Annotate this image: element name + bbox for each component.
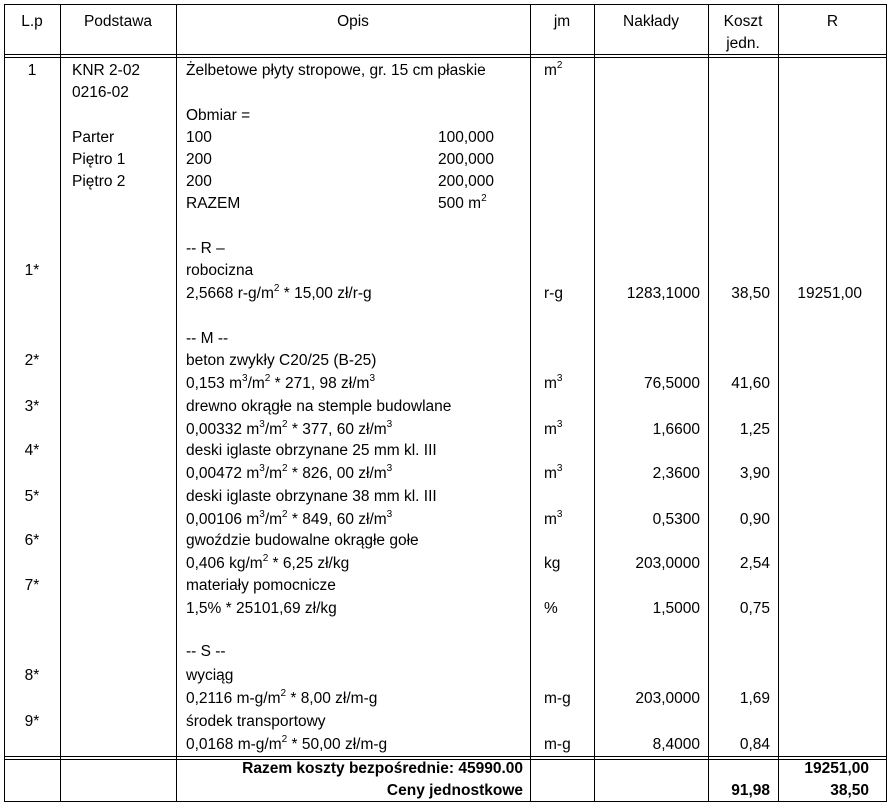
obmiar-value: 200,000 [438, 173, 495, 190]
column-divider [176, 4, 177, 802]
obmiar-level: Piętro 1 [72, 151, 126, 168]
main-lp: 1 [27, 62, 37, 79]
item-jm: kg [544, 555, 561, 572]
item-jm: m-g [544, 736, 571, 753]
item-name: deski iglaste obrzynane 38 mm kl. III [186, 488, 437, 505]
item-lp: 6* [24, 532, 40, 549]
item-jm: $m^3$ [544, 418, 563, 438]
item-jm: m-g [544, 690, 571, 707]
item-name: beton zwykły C20/25 (B-25) [186, 352, 377, 369]
item-lp: 5* [24, 488, 40, 505]
obmiar-value: 200,000 [438, 151, 495, 168]
item-naklady: 76,5000 [643, 375, 700, 392]
column-divider [708, 4, 709, 802]
obmiar-level: Parter [72, 129, 115, 146]
item-naklady: 1,5000 [652, 600, 700, 617]
item-calc: 0,2116 $m-g/m^2 * 8,00$ zł/m-g [186, 687, 378, 707]
item-naklady: 1283,1000 [626, 285, 700, 302]
header-opis: Opis [337, 13, 369, 30]
item-calc: 0,00332 $m^3/m^2 * 377$, 60 $zł/m^3$ [186, 418, 393, 438]
column-divider [530, 4, 531, 802]
header-podstawa: Podstawa [83, 13, 153, 30]
column-divider [60, 4, 61, 802]
item-lp: 3* [24, 398, 40, 415]
main-jm: $m^2$ [544, 59, 563, 79]
item-naklady: 8,4000 [652, 736, 700, 753]
item-lp: 8* [24, 667, 40, 684]
item-name: środek transportowy [186, 713, 326, 730]
obmiar-total-label: RAZEM [186, 195, 241, 212]
razem-r: 19251,00 [804, 760, 869, 777]
item-name: materiały pomocnicze [186, 577, 336, 594]
section-s: -- S -- [186, 643, 226, 660]
item-naklady: 203,0000 [635, 555, 700, 572]
header-koszt: Koszt [723, 13, 763, 30]
ceny-r: 38,50 [830, 782, 869, 799]
item-naklady: 203,0000 [635, 690, 700, 707]
item-naklady: 2,3600 [652, 465, 700, 482]
item-name: wyciąg [186, 667, 234, 684]
item-koszt: 1,25 [739, 421, 770, 438]
column-divider [594, 4, 595, 802]
header-koszt-line2: jedn. [726, 35, 760, 52]
item-jm: $m^3$ [544, 508, 563, 528]
item-calc: 0,0168 $m-g/m^2 * 50,00$ zł/m-g [186, 733, 388, 753]
main-podstawa: KNR 2-02 [72, 62, 141, 79]
item-koszt: 0,90 [739, 511, 770, 528]
item-name: gwoździe budowalne okrągłe gołe [186, 532, 419, 549]
main-opis: Żelbetowe płyty stropowe, gr. 15 cm płaskie [186, 62, 486, 79]
item-calc: 0,153 $m^3/m^2 * 271$, 98 $zł/m^3$ [186, 372, 375, 392]
obmiar-qty: 200 [186, 173, 212, 190]
item-koszt: 2,54 [739, 555, 770, 572]
item-jm: $m^3$ [544, 462, 563, 482]
column-divider [778, 4, 779, 802]
obmiar-qty: 200 [186, 151, 212, 168]
item-lp: 7* [24, 577, 40, 594]
item-koszt: 0,84 [739, 736, 770, 753]
item-lp: 9* [24, 713, 40, 730]
item-naklady: 1,6600 [652, 421, 700, 438]
section-m: -- M -- [186, 330, 229, 347]
item-koszt: 38,50 [731, 285, 770, 302]
header-jm: jm [553, 13, 571, 30]
item-naklady: 0,5300 [652, 511, 700, 528]
item-jm: r-g [544, 285, 563, 302]
item-name: deski iglaste obrzynane 25 mm kl. III [186, 442, 437, 459]
item-lp: 1* [24, 262, 40, 279]
ceny-koszt: 91,98 [731, 782, 770, 799]
item-calc: 0,00472 $m^3/m^2 * 826$, 00 $zł/m^3$ [186, 462, 393, 482]
obmiar-total-value: 500 $m^2$ [438, 192, 487, 212]
main-podstawa-code: 0216-02 [72, 84, 129, 101]
ceny-label: Ceny jednostkowe [386, 782, 523, 799]
razem-label: Razem koszty bezpośrednie: 45990.00 [242, 760, 523, 777]
item-name: robocizna [186, 262, 254, 279]
item-lp: 4* [24, 442, 40, 459]
item-r: 19251,00 [797, 285, 862, 302]
item-koszt: 1,69 [739, 690, 770, 707]
obmiar-value: 100,000 [438, 129, 495, 146]
header-lp: L.p [21, 13, 43, 30]
item-lp: 2* [24, 352, 40, 369]
item-jm: $m^3$ [544, 372, 563, 392]
header-naklady: Nakłady [623, 13, 679, 30]
header-divider [4, 54, 887, 55]
header-divider [4, 57, 887, 58]
obmiar-qty: 100 [186, 129, 212, 146]
item-calc: 1,5% * 25101,69 zł/kg [186, 600, 337, 617]
obmiar-label: Obmiar = [186, 107, 251, 124]
item-koszt: 41,60 [731, 375, 770, 392]
item-koszt: 0,75 [739, 600, 770, 617]
section-r: -- R – [186, 240, 225, 257]
item-calc: 2,5668 $r-g/m^2 * 15,00$ zł/r-g [186, 282, 372, 302]
item-jm: % [544, 600, 558, 617]
item-calc: 0,406 $kg/m^2 * 6,25$ zł/kg [186, 552, 350, 572]
header-r: R [826, 13, 839, 30]
item-koszt: 3,90 [739, 465, 770, 482]
obmiar-level: Piętro 2 [72, 173, 126, 190]
footer-divider [4, 756, 887, 757]
item-name: drewno okrągłe na stemple budowlane [186, 398, 452, 415]
item-calc: 0,00106 $m^3/m^2 * 849$, 60 $zł/m^3$ [186, 508, 393, 528]
